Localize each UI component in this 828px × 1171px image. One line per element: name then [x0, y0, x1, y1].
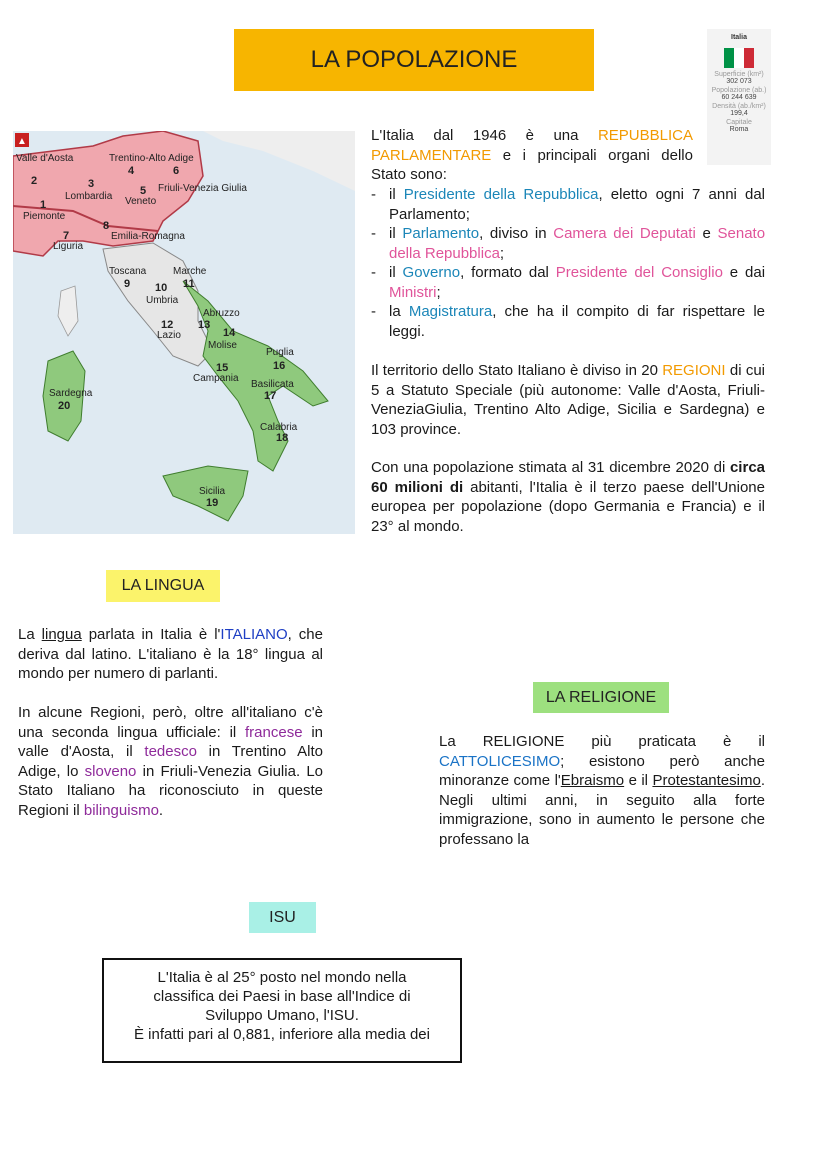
lingua-text: in Trentino Alto Adige, lo	[18, 743, 323, 780]
organ-mid: , diviso in	[479, 225, 547, 242]
organ-pre: il	[389, 186, 396, 203]
num-9: 9	[124, 278, 131, 290]
religione-paragraph	[439, 732, 765, 849]
organ-magistratura: Magistratura	[408, 303, 493, 320]
religione-text: La RELIGIONE più praticata è il	[439, 733, 765, 750]
italy-flag-icon	[724, 48, 754, 68]
num-15: 15	[216, 362, 229, 374]
label-toscana: Toscana	[109, 266, 147, 277]
label-campania: Campania	[193, 373, 239, 384]
organ-parlamento: Parlamento	[402, 225, 480, 242]
population-label: Popolazione (ab.)	[711, 87, 767, 94]
organ-pre: il	[389, 225, 396, 242]
highlight-repubblica: REPUBBLICA PARLAMENTARE	[371, 127, 693, 164]
isu-line: classifica dei Paesi in base all'Indice di	[153, 988, 411, 1005]
label-calabria: Calabria	[260, 422, 298, 433]
population-text-end: abitanti, l'Italia è il terzo paese dell'Unione europea per popolazione (dopo Germania e Francia) e il 23° al mondo.	[371, 478, 765, 535]
isu-box	[102, 958, 462, 1063]
population-text: Con una popolazione stimata al 31 dicembre 2020 di	[371, 459, 726, 476]
num-17: 17	[264, 390, 277, 402]
organ-item	[371, 185, 765, 224]
num-16: 16	[273, 360, 286, 372]
territory-text-end: di cui 5 a Statuto Speciale (più autonome: Valle d'Aosta, Friuli-VeneziaGiulia, Trentino Alto Adige, Sicilia e Sardegna) e 103 province.	[371, 362, 765, 438]
isu-line: Sviluppo Umano, l'ISU.	[205, 1007, 359, 1024]
religione-text: . Negli ultimi anni, in seguito alla forte immigrazione, sono in aumento le persone che professano la	[439, 772, 765, 848]
organ-camera: Camera dei Deputati	[553, 225, 696, 242]
lingua-text: , che deriva dal latino. L'italiano è la 18° lingua al mondo per numero di parlanti.	[18, 626, 323, 682]
label-puglia: Puglia	[266, 347, 294, 358]
label-piemonte: Piemonte	[23, 211, 66, 222]
lingua-text: in valle d'Aosta, il	[18, 723, 323, 760]
page-title: LA POPOLAZIONE	[234, 29, 594, 91]
label-abruzzo: Abruzzo	[203, 308, 240, 319]
north-marker-letter: ▲	[17, 136, 27, 147]
lingua-label: LA LINGUA	[106, 570, 220, 602]
label-trentino: Trentino-Alto Adige	[109, 153, 194, 164]
num-2: 2	[31, 175, 38, 187]
num-5: 5	[140, 185, 147, 197]
label-umbria: Umbria	[146, 295, 179, 306]
label-sardegna: Sardegna	[49, 388, 93, 399]
lingua-text: parlata in Italia è l'	[88, 626, 221, 643]
religione-text: e il	[628, 772, 648, 789]
highlight-regioni: REGIONI	[662, 362, 726, 379]
organ-mid2: e dai	[729, 264, 766, 281]
organ-ministri: Ministri	[389, 283, 437, 301]
organ-post: , che ha il compito di far rispettare le leggi.	[389, 303, 765, 340]
organ-mid2: e	[702, 225, 711, 242]
density-value: 199,4	[730, 110, 748, 117]
num-13: 13	[198, 319, 211, 331]
lingua-paragraph-1	[18, 625, 323, 684]
organ-presidente-consiglio: Presidente del Consiglio	[555, 264, 723, 281]
density-label: Densità (ab./km²)	[712, 103, 766, 110]
label-friuli: Friuli-Venezia Giulia	[158, 183, 247, 194]
num-6: 6	[173, 165, 180, 177]
isu-line: L'Italia è al 25° posto nel mondo nella	[157, 969, 407, 986]
label-emilia: Emilia-Romagna	[111, 231, 185, 242]
label-valle-daosta-1: Valle d'Aosta	[16, 153, 74, 164]
num-8: 8	[103, 220, 110, 232]
religione-protestantesimo: Protestantesimo	[652, 772, 761, 789]
organ-pre: la	[389, 303, 401, 320]
num-10: 10	[155, 282, 168, 294]
population-value: 60 244 639	[721, 94, 757, 101]
territory-text: Il territorio dello Stato Italiano è diviso in 20	[371, 362, 658, 379]
organ-post: , eletto ogni 7 anni dal Parlamento;	[389, 186, 765, 223]
capital-value: Roma	[729, 126, 749, 133]
num-14: 14	[223, 327, 236, 339]
isu-line: È infatti pari al 0,881, inferiore alla media dei	[133, 1026, 430, 1043]
highlight-sloveno: sloveno	[84, 762, 137, 780]
organ-item	[371, 263, 765, 302]
num-1: 1	[40, 199, 47, 211]
country-infobox	[707, 29, 771, 165]
lingua-paragraph-2	[18, 703, 323, 820]
label-molise: Molise	[208, 340, 237, 351]
label-marche: Marche	[173, 266, 207, 277]
infobox-country: Italia	[731, 34, 747, 41]
organ-item	[371, 224, 765, 263]
lingua-text: La	[18, 626, 35, 643]
label-sicilia: Sicilia	[199, 486, 226, 497]
highlight-italiano: ITALIANO	[220, 626, 288, 643]
population-bold: circa 60 milioni di	[371, 459, 766, 496]
organ-mid: , formato dal	[460, 264, 549, 281]
religione-label: LA RELIGIONE	[533, 682, 669, 713]
label-lombardia: Lombardia	[65, 191, 113, 202]
organ-presidente: Presidente della Repubblica	[403, 186, 599, 203]
area-value: 302 073	[726, 78, 752, 85]
organ-senato: Senato della Repubblica	[389, 225, 766, 262]
highlight-bilinguismo: bilinguismo	[83, 801, 159, 819]
isu-label: ISU	[249, 902, 316, 933]
territory-paragraph	[371, 361, 765, 439]
num-11: 11	[183, 278, 195, 290]
organ-item	[371, 302, 765, 341]
organ-governo: Governo	[402, 264, 461, 281]
organ-post: ;	[499, 244, 505, 262]
label-liguria: Liguria	[53, 241, 84, 252]
religione-ebraismo: Ebraismo	[560, 772, 625, 789]
organ-post: ;	[436, 283, 441, 301]
num-20: 20	[58, 400, 71, 412]
capital-label: Capitale	[726, 119, 752, 126]
label-basilicata: Basilicata	[251, 379, 294, 390]
area-label: Superficie (km²)	[714, 71, 764, 78]
map-svg	[13, 131, 355, 534]
intro-text: L'Italia dal 1946 è una	[371, 127, 579, 144]
organs-list	[371, 185, 765, 341]
highlight-tedesco: tedesco	[144, 743, 197, 760]
lingua-text: in Friuli-Venezia Giulia. Lo Stato Italiano ha riconosciuto in queste Regioni il	[18, 762, 324, 819]
highlight-cattolicesimo: CATTOLICESIMO	[439, 752, 561, 770]
population-paragraph	[371, 458, 765, 536]
lingua-text: In alcune Regioni, però, oltre all'italiano c'è una seconda lingua ufficiale: il	[18, 704, 323, 741]
intro-text-end: e i principali organi dello Stato sono:	[371, 146, 693, 183]
num-18: 18	[276, 432, 289, 444]
num-12: 12	[161, 319, 174, 331]
num-19: 19	[206, 497, 219, 509]
italy-regions-map	[13, 131, 355, 534]
num-3: 3	[88, 178, 95, 190]
religione-text: ; esistono però anche minoranze come l'	[439, 752, 765, 789]
label-veneto: Veneto	[125, 196, 157, 207]
lingua-underlined: lingua	[41, 626, 82, 643]
highlight-francese: francese	[245, 723, 303, 741]
intro-paragraph	[371, 126, 693, 185]
num-4: 4	[128, 165, 135, 177]
organ-pre: il	[389, 264, 396, 281]
label-lazio: Lazio	[157, 330, 181, 341]
lingua-text: .	[158, 801, 164, 819]
num-7: 7	[63, 230, 70, 242]
